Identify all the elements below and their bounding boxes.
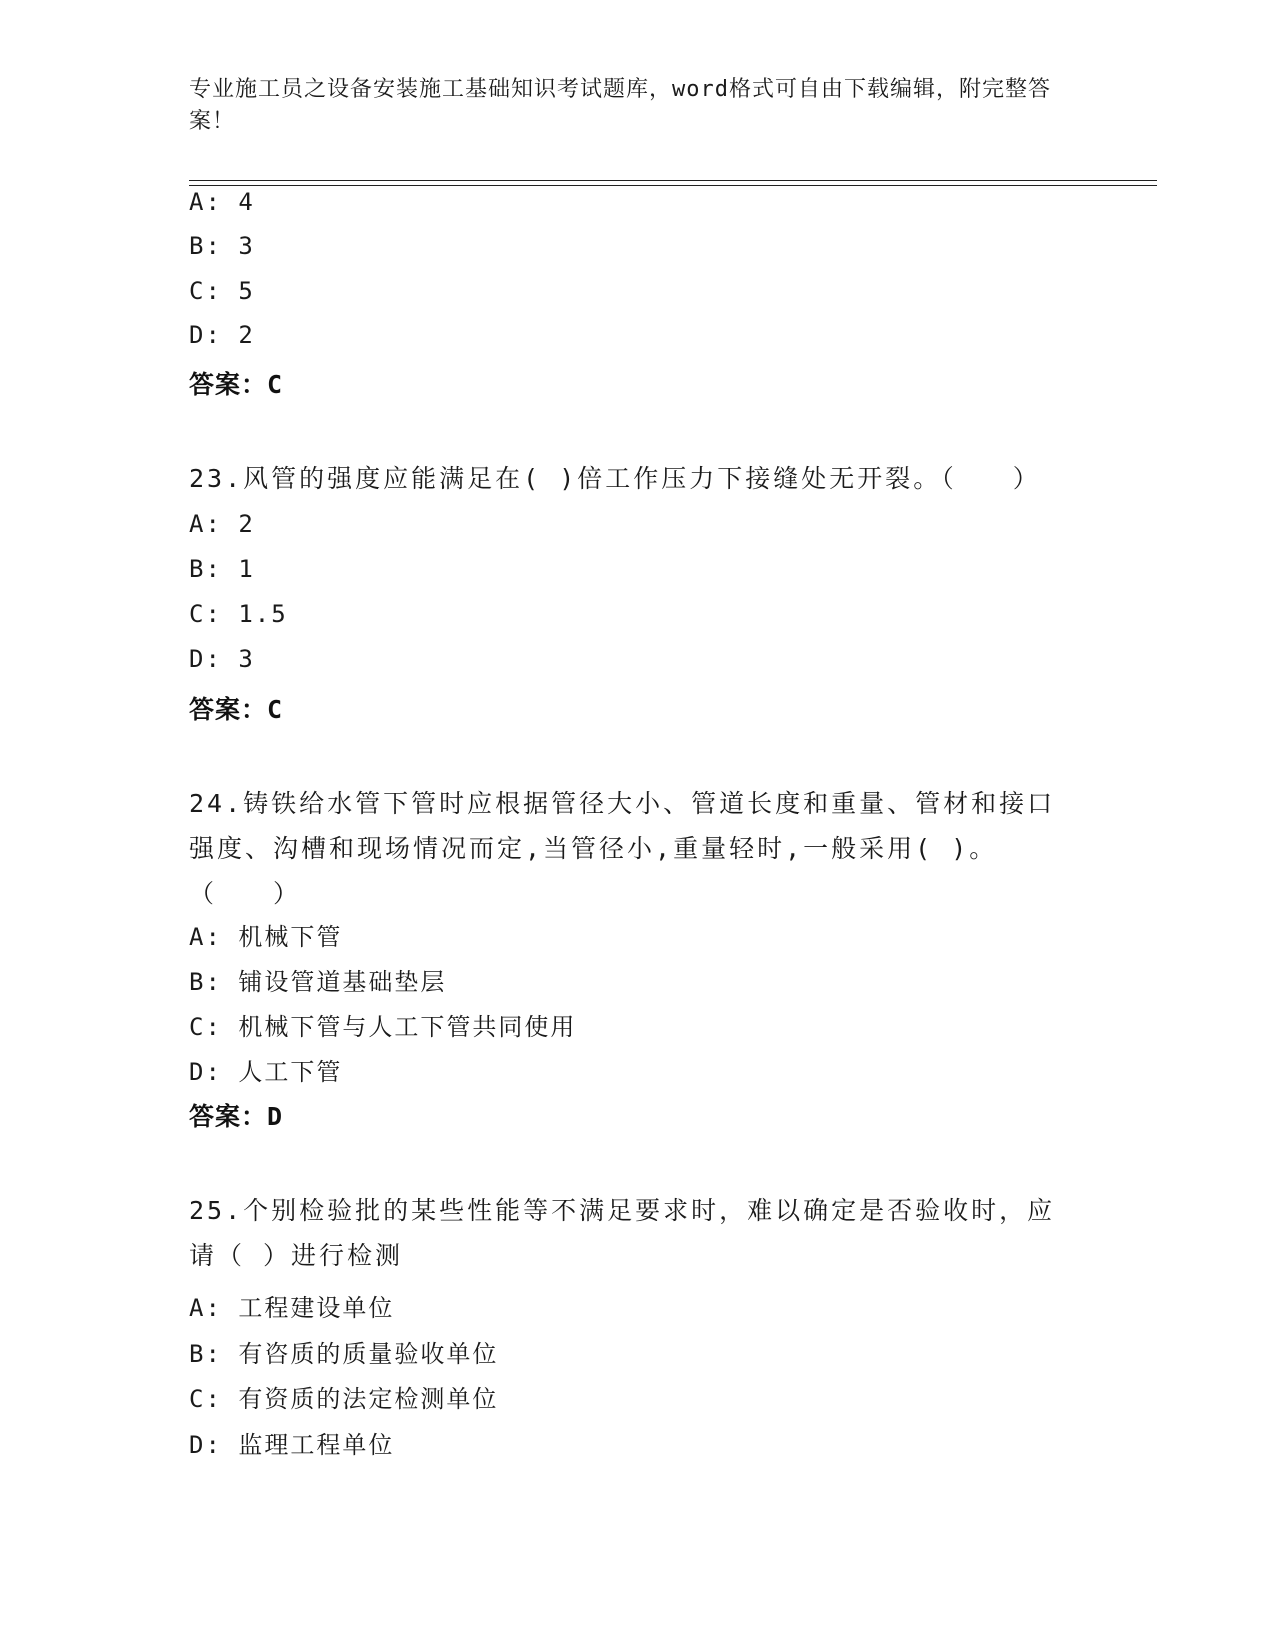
header-divider-top [189, 180, 1157, 181]
q24-option-c: C: 机械下管与人工下管共同使用 [189, 1013, 577, 1041]
q25-question: 25.个别检验批的某些性能等不满足要求时，难以确定是否验收时，应请（ ）进行检测 [189, 1196, 1056, 1270]
q25-option-b: B: 有咨质的质量验收单位 [189, 1340, 499, 1368]
q22-option-c: C: 5 [189, 277, 255, 305]
q23-option-d: D: 3 [189, 645, 255, 673]
q23-option-b: B: 1 [189, 555, 255, 583]
q24-option-d: D: 人工下管 [189, 1058, 343, 1086]
q25-option-a: A: 工程建设单位 [189, 1294, 395, 1322]
q23-option-c: C: 1.5 [189, 600, 288, 628]
q24-option-a: A: 机械下管 [189, 923, 343, 951]
document-header-title: 专业施工员之设备安装施工基础知识考试题库，word格式可自由下载编辑，附完整答案！ [189, 77, 1051, 134]
q23-question: 23.风管的强度应能满足在( )倍工作压力下接缝处无开裂。（ ） [189, 464, 1041, 493]
q22-option-d: D: 2 [189, 321, 255, 349]
q23-option-a: A: 2 [189, 510, 255, 538]
q23-answer: 答案：C [189, 695, 284, 724]
q22-option-a: A: 4 [189, 188, 255, 216]
q24-question: 24.铸铁给水管下管时应根据管径大小、管道长度和重量、管材和接口强度、沟槽和现场情况而定,当管径小,重量轻时,一般采用( )。（ ） [189, 789, 1056, 908]
q24-option-b: B: 铺设管道基础垫层 [189, 968, 447, 996]
q25-option-c: C: 有资质的法定检测单位 [189, 1385, 499, 1413]
q25-option-d: D: 监理工程单位 [189, 1431, 395, 1459]
q22-option-b: B: 3 [189, 232, 255, 260]
q24-answer: 答案：D [189, 1102, 284, 1131]
q22-answer: 答案：C [189, 370, 284, 399]
header-divider-bottom [189, 185, 1157, 186]
